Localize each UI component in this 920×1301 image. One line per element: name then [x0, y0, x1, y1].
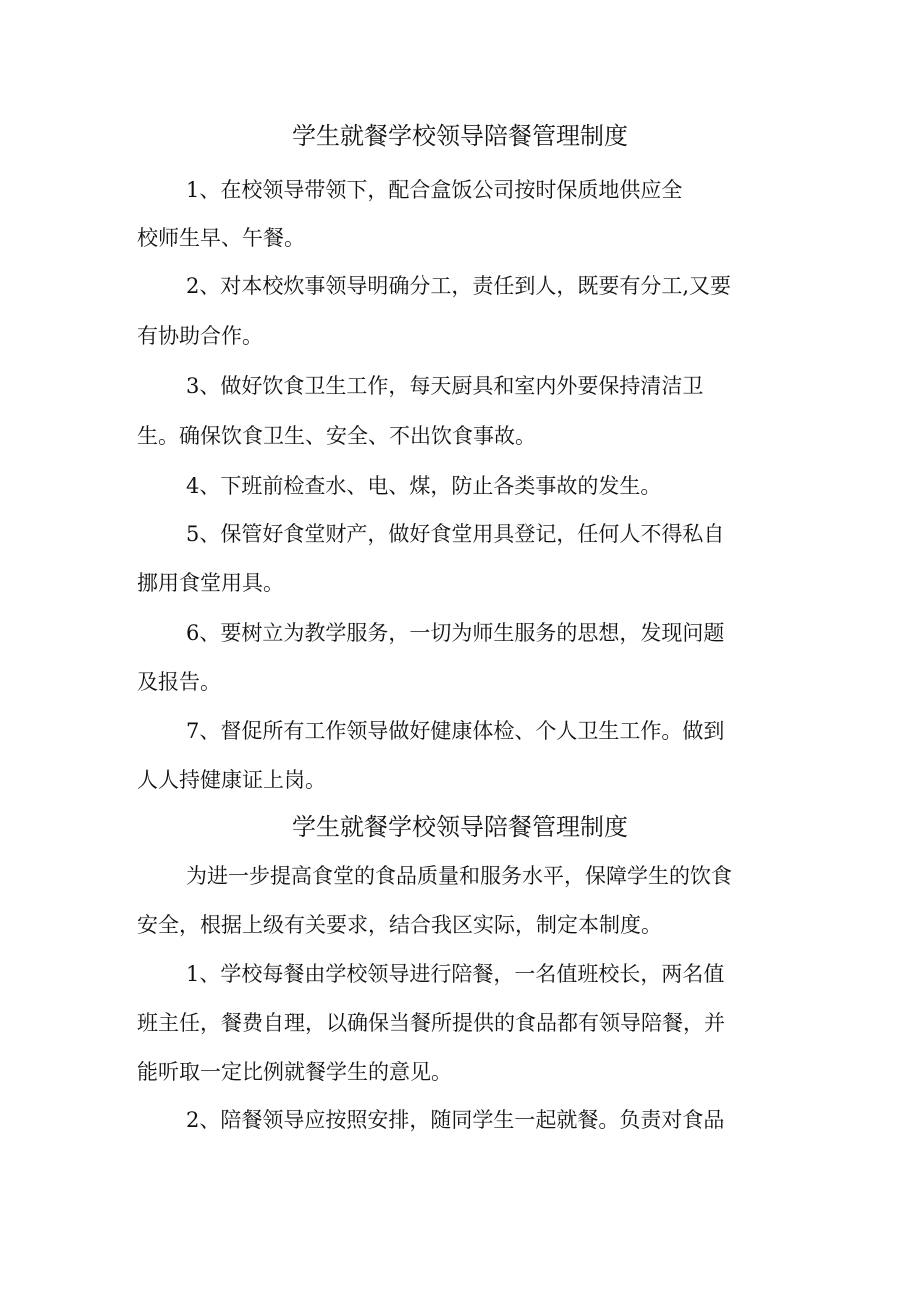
paragraph-line: 2、陪餐领导应按照安排，随同学生一起就餐。负责对食品 [186, 1108, 725, 1132]
paragraph-line: 及报告。 [137, 670, 221, 694]
paragraph-line: 能听取一定比例就餐学生的意见。 [137, 1060, 452, 1084]
paragraph-line: 安全，根据上级有关要求，结合我区实际，制定本制度。 [137, 913, 662, 937]
section-title: 学生就餐学校领导陪餐管理制度 [292, 813, 628, 841]
paragraph-line: 4、下班前检查水、电、煤，防止各类事故的发生。 [186, 474, 662, 498]
document-title: 学生就餐学校领导陪餐管理制度 [292, 122, 628, 150]
paragraph-line: 1、在校领导带领下，配合盒饭公司按时保质地供应全 [186, 178, 683, 202]
paragraph-line: 班主任，餐费自理，以确保当餐所提供的食品都有领导陪餐，并 [137, 1011, 725, 1035]
paragraph-line: 2、对本校炊事领导明确分工，责任到人，既要有分工,又要 [186, 274, 732, 298]
paragraph-line: 挪用食堂用具。 [137, 571, 284, 595]
paragraph-line: 3、做好饮食卫生工作，每天厨具和室内外要保持清洁卫 [186, 374, 704, 398]
paragraph-line: 校师生早、午餐。 [137, 226, 305, 250]
paragraph-line: 6、要树立为教学服务，一切为师生服务的思想，发现问题 [186, 621, 725, 645]
paragraph-line: 为进一步提高食堂的食品质量和服务水平，保障学生的饮食 [186, 864, 732, 888]
paragraph-line: 生。确保饮食卫生、安全、不出饮食事故。 [137, 424, 536, 448]
paragraph-line: 有协助合作。 [137, 324, 263, 348]
paragraph-line: 5、保管好食堂财产，做好食堂用具登记，任何人不得私自 [186, 522, 725, 546]
paragraph-line: 人人持健康证上岗。 [137, 768, 326, 792]
paragraph-line: 7、督促所有工作领导做好健康体检、个人卫生工作。做到 [186, 719, 725, 743]
paragraph-line: 1、学校每餐由学校领导进行陪餐，一名值班校长，两名值 [186, 962, 725, 986]
